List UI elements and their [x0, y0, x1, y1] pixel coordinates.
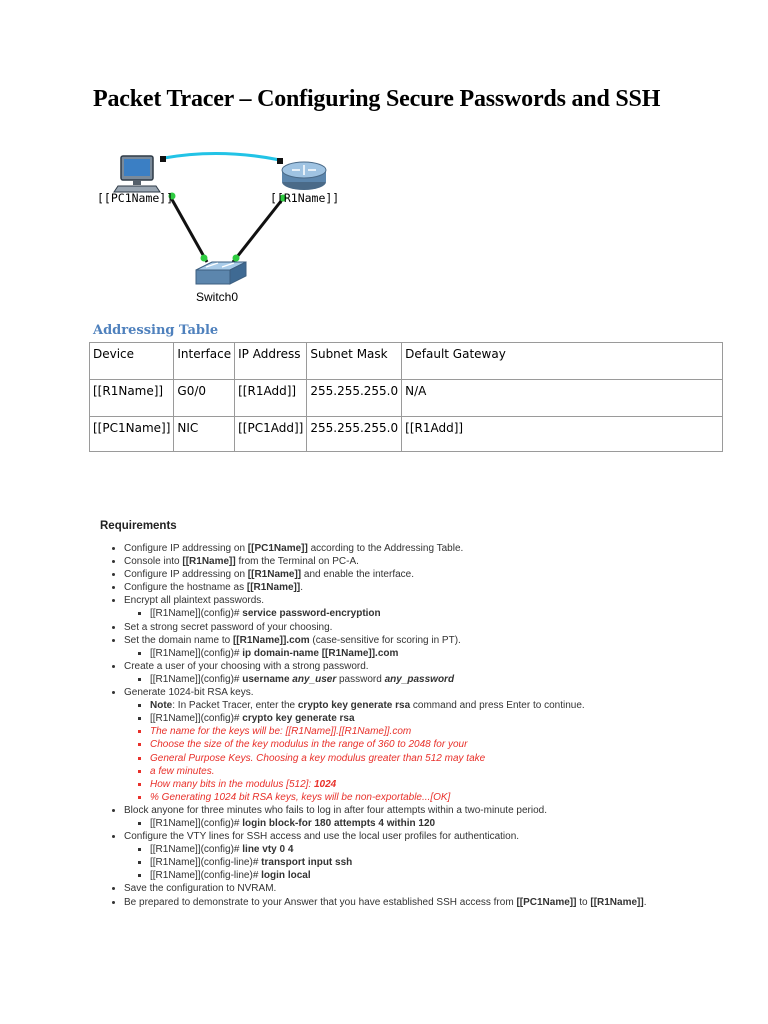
switch-icon [196, 262, 246, 284]
cell-default-gateway: [[R1Add]] [402, 417, 723, 452]
router-icon [282, 162, 326, 190]
switch-port-light-left [201, 255, 208, 262]
header-subnet-mask: Subnet Mask [307, 343, 402, 380]
list-item: • Be prepared to demonstrate to your Answer that you have established SSH access from [[PC1Name]] to [[R1Name]]. [124, 896, 720, 909]
cell-subnet-mask: 255.255.255.0 [307, 417, 402, 452]
command-item: ▪ [[R1Name]](config)# login block-for 180 attempts 4 within 120 [150, 817, 720, 830]
pc-port-light [160, 156, 166, 162]
header-device: Device [90, 343, 174, 380]
list-item: • Encrypt all plaintext passwords. ▪ [[R1Name]](config)# service password-encryption [124, 594, 720, 620]
cell-interface: G0/0 [174, 380, 235, 417]
router-port-light [277, 158, 283, 164]
output-item: ▪ Choose the size of the key modulus in the range of 360 to 2048 for your [150, 738, 720, 751]
addressing-table-heading: Addressing Table [93, 323, 219, 338]
list-item: • Configure IP addressing on [[R1Name]] and enable the interface. [124, 568, 720, 581]
router-label: [[R1Name]] [270, 191, 340, 205]
command-item: ▪ [[R1Name]](config)# username any_user password any_password [150, 673, 720, 686]
list-item: • Save the configuration to NVRAM. [124, 882, 720, 895]
pc-icon [114, 156, 160, 192]
output-item: ▪ How many bits in the modulus [512]: 1024 [150, 778, 720, 791]
table-row [90, 417, 723, 452]
table-row [90, 380, 723, 417]
cell-default-gateway: N/A [402, 380, 723, 417]
pc-router-link [164, 153, 280, 160]
cell-ip-address: [[R1Add]] [235, 380, 307, 417]
command-item: ▪ [[R1Name]](config)# crypto key generate rsa [150, 712, 720, 725]
cell-ip-address: [[PC1Add]] [235, 417, 307, 452]
list-item: • Set the domain name to [[R1Name]].com (case-sensitive for scoring in PT). ▪ [[R1Name]](config)# ip domain-name [[R1Name]].com [124, 634, 720, 660]
note-item: ▪ Note: In Packet Tracer, enter the crypto key generate rsa command and press Enter to continue. [150, 699, 720, 712]
page-title: Packet Tracer – Configuring Secure Passwords and SSH [93, 86, 661, 112]
router-switch-link [233, 196, 285, 262]
command-item: ▪ [[R1Name]](config)# ip domain-name [[R1Name]].com [150, 647, 720, 660]
command-item: ▪ [[R1Name]](config-line)# transport input ssh [150, 856, 720, 869]
list-item: • Configure the hostname as [[R1Name]]. [124, 581, 720, 594]
output-item: ▪ General Purpose Keys. Choosing a key modulus greater than 512 may take [150, 752, 720, 765]
cell-device: [[PC1Name]] [90, 417, 174, 452]
list-item: • Generate 1024-bit RSA keys. ▪ Note: In Packet Tracer, enter the crypto key generate rsa command and press Enter to continue. ▪ [[R1Name]](config)# crypto key generate rsa ▪ The name for the keys will be: [[R1Name]].[[R1Name]].com ▪ Choose the size of the key modulus in the range of 360 to 2048 for your ▪ General Purpose Keys. Choosing a key modulus greater than 512 may take ▪ a few minutes. ▪ How many bits in the modulus [512]: 1024 ▪ % Generating 1024 bit RSA keys, keys will be non-exportable...[OK] [124, 686, 720, 804]
header-default-gateway: Default Gateway [402, 343, 723, 380]
command-item: ▪ [[R1Name]](config)# line vty 0 4 [150, 843, 720, 856]
pc-label: [[PC1Name]] [97, 191, 174, 205]
cell-interface: NIC [174, 417, 235, 452]
list-item: • Set a strong secret password of your choosing. [124, 621, 720, 634]
cell-device: [[R1Name]] [90, 380, 174, 417]
list-item: • Block anyone for three minutes who fails to log in after four attempts within a two-minute period. ▪ [[R1Name]](config)# login block-for 180 attempts 4 within 120 [124, 804, 720, 830]
switch-label: Switch0 [196, 290, 239, 304]
requirements-section [100, 520, 720, 909]
table-header-row [90, 343, 723, 380]
switch-port-light-right [233, 255, 240, 262]
list-item: • Configure the VTY lines for SSH access and use the local user profiles for authentication. ▪ [[R1Name]](config)# line vty 0 4 ▪ [[R1Name]](config-line)# transport input ssh ▪ [[R1Name]](config-line)# login local [124, 830, 720, 882]
requirements-heading: Requirements [100, 520, 177, 532]
cell-subnet-mask: 255.255.255.0 [307, 380, 402, 417]
header-interface: Interface [174, 343, 235, 380]
network-topology-diagram [0, 0, 768, 320]
output-item: ▪ % Generating 1024 bit RSA keys, keys will be non-exportable...[OK] [150, 791, 720, 804]
command-item: ▪ [[R1Name]](config)# service password-encryption [150, 607, 720, 620]
pc-switch-link [170, 196, 207, 262]
addressing-table [89, 342, 723, 452]
list-item: • Console into [[R1Name]] from the Terminal on PC-A. [124, 555, 720, 568]
output-item: ▪ The name for the keys will be: [[R1Name]].[[R1Name]].com [150, 725, 720, 738]
header-ip-address: IP Address [235, 343, 307, 380]
requirements-list [100, 542, 720, 909]
list-item: • Configure IP addressing on [[PC1Name]] according to the Addressing Table. [124, 542, 720, 555]
list-item: • Create a user of your choosing with a strong password. ▪ [[R1Name]](config)# username any_user password any_password [124, 660, 720, 686]
output-item: ▪ a few minutes. [150, 765, 720, 778]
command-item: ▪ [[R1Name]](config-line)# login local [150, 869, 720, 882]
